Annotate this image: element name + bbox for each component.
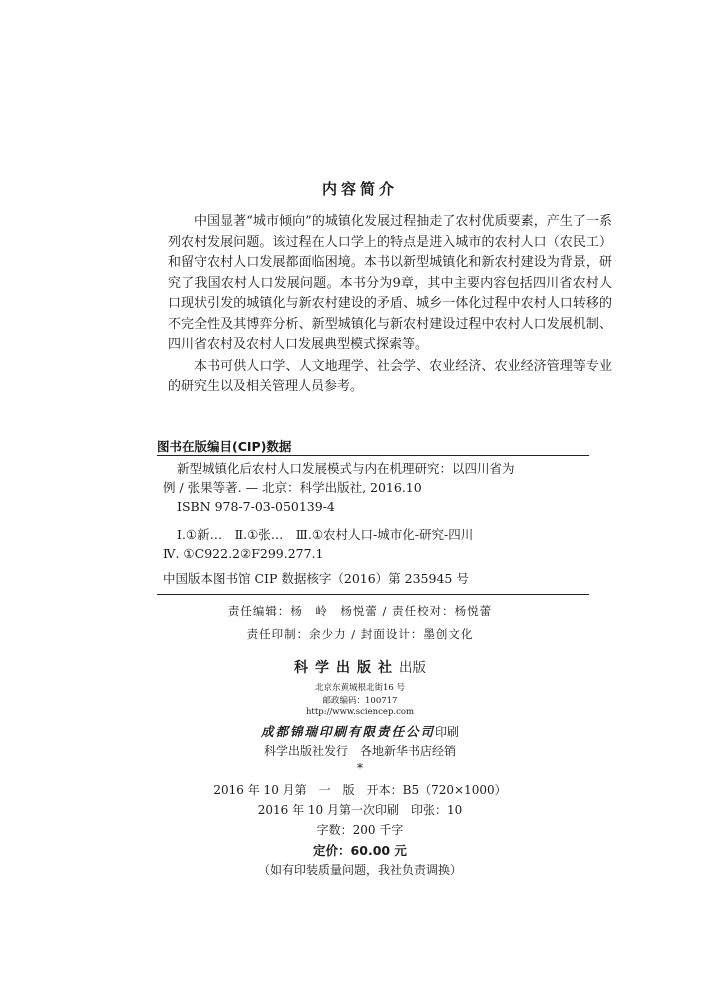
publisher-url: http://www.sciencep.com <box>305 707 415 717</box>
publisher-address: 北京东黄城根北街16 号 <box>314 683 406 693</box>
distribution-line: 科学出版社发行 各地新华书店经销 <box>263 744 456 758</box>
cip-top-rule <box>157 455 589 456</box>
separator-star: * <box>357 761 363 775</box>
quality-note: （如有印装质量问题，我社负责调换） <box>257 863 462 877</box>
intro-paragraph-2: 本书可供人口学、人文地理学、社会学、农业经济、农业经济管理等专业的研究生以及相关管理人员参考。 <box>168 358 612 394</box>
price: 定价：60.00 元 <box>313 843 407 858</box>
cip-heading: 图书在版编目(CIP)数据 <box>157 439 292 454</box>
cip-isbn: ISBN 978-7-03-050139-4 <box>177 499 335 514</box>
printer-suffix: 印刷 <box>435 725 460 739</box>
cip-subject-line-2: Ⅳ. ①C922.2②F299.277.1 <box>163 546 324 561</box>
printer-line <box>0 722 720 740</box>
cip-record-number: 中国版本图书馆 CIP 数据核字（2016）第 235945 号 <box>163 571 469 586</box>
credits-line-2: 责任印制：余少力 / 封面设计：墨创文化 <box>246 627 474 641</box>
edition-line-2: 2016 年 10 月第一次印刷 印张：10 <box>257 803 463 817</box>
intro-body <box>168 212 612 398</box>
word-count: 字数：200 千字 <box>316 823 404 837</box>
cip-title-line-2: 例 / 张果等著. — 北京：科学出版社, 2016.10 <box>163 480 422 495</box>
printer-name: 成都锦瑞印刷有限责任公司 <box>260 724 435 739</box>
publisher-line <box>0 656 720 677</box>
publisher-postcode: 邮政编码：100717 <box>322 696 398 706</box>
credits-line-1: 责任编辑：杨 岭 杨悦蕾 / 责任校对：杨悦蕾 <box>227 604 493 618</box>
intro-paragraph-1: 中国显著“城市倾向”的城镇化发展过程抽走了农村优质要素，产生了一系列农村发展问题。该过程在人口学上的特点是进入城市的农村人口（农民工）和留守农村人口发展都面临困境。本书以新型城镇化和新农村建设为背景，研究了我国农村人口发展问题。本书分为9章，其中主要内容包括四川省农村人口现状引发的城镇化与新农村建设的矛盾、城乡一体化过程中农村人口转移的不完全性及其博弈分析、新型城镇化与新农村建设过程中农村人口发展机制、四川省农村及农村人口发展典型模式探索等。 <box>168 214 612 352</box>
cip-title-line-1: 新型城镇化后农村人口发展模式与内在机理研究：以四川省为 <box>177 461 515 476</box>
publisher-name: 科学出版社 <box>294 660 399 676</box>
intro-title: 内容简介 <box>321 180 398 198</box>
cip-subject-line-1: Ⅰ.①新… Ⅱ.①张… Ⅲ.①农村人口-城市化-研究-四川 <box>177 527 474 542</box>
cip-bottom-rule <box>157 594 589 595</box>
cip-block <box>163 459 583 588</box>
publisher-suffix: 出版 <box>399 660 426 676</box>
edition-line-1: 2016 年 10 月第 一 版 开本：B5（720×1000） <box>213 783 507 797</box>
